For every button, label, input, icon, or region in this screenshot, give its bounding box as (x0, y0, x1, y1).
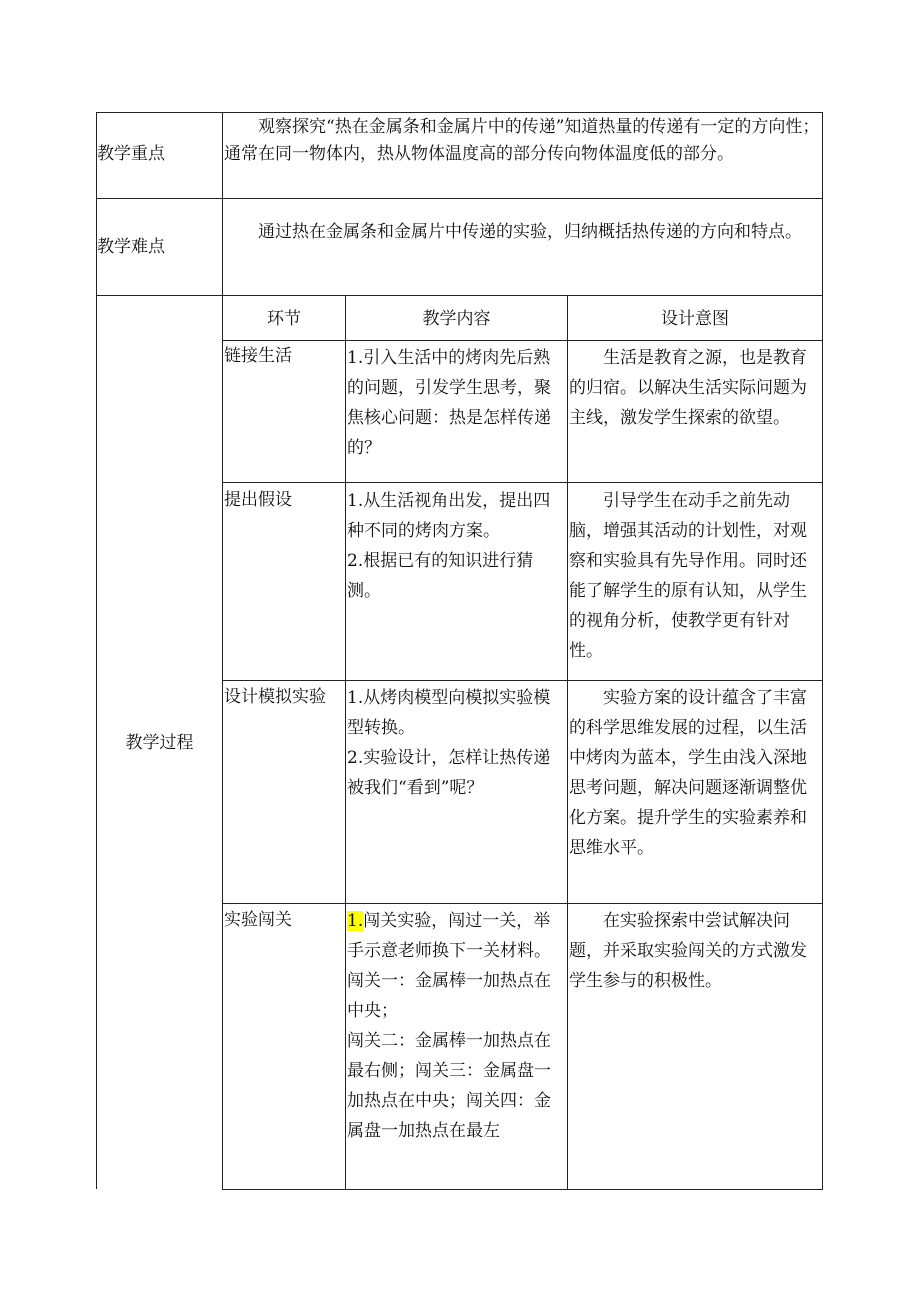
difficult-points-content (224, 213, 821, 251)
header-content-text: 教学内容 (422, 309, 491, 329)
row-4-stage-text: 实验闯关 (224, 910, 292, 930)
row-2-content-line-1: 1.从生活视角出发，提出四种不同的烤肉方案。 (347, 491, 551, 541)
rule-right-outer (822, 112, 823, 1190)
row-2-content-line-2: 2.根据已有的知识进行猜测。 (347, 551, 534, 601)
key-points-label-text: 教学重点 (97, 144, 165, 164)
rule-after-key-points (96, 198, 823, 199)
header-content (346, 305, 567, 333)
row-2-stage (224, 486, 344, 514)
rule-label-divider (222, 112, 223, 1190)
difficult-points-label (97, 233, 222, 261)
rule-after-header (222, 340, 823, 341)
highlight-marker: 1. (347, 911, 364, 931)
row-3-stage-text: 设计模拟实验 (224, 687, 326, 707)
rule-after-row-2 (222, 680, 823, 681)
row-3-intent (569, 683, 821, 863)
row-2-intent-text: 引导学生在动手之前先动脑，增强其活动的计划性，对观察和实验具有先导作用。同时还能了解学生的原有认知，从学生的视角分析，使教学更有针对性。 (569, 491, 807, 661)
row-4-content-line-3: 闯关二：金属棒一加热点在最右侧；闯关三：金属盘一加热点在中央；闯关四：金属盘一加热点在最左 (347, 1031, 551, 1141)
row-1-stage-text: 链接生活 (224, 346, 292, 366)
row-4-content (347, 906, 566, 1146)
row-4-content-line-2: 闯关一：金属棒一加热点在中央； (347, 971, 551, 1021)
row-2-intent (569, 486, 821, 666)
row-2-content (347, 486, 566, 606)
row-4-intent-text: 在实验探索中尝试解决问题，并采取实验闯关的方式激发学生参与的积极性。 (569, 911, 807, 991)
difficult-points-label-text: 教学难点 (97, 237, 165, 257)
header-intent (568, 305, 822, 333)
row-3-stage (224, 683, 346, 711)
row-4-intent (569, 906, 821, 996)
difficult-points-text: 通过热在金属条和金属片中传递的实验，归纳概括热传递的方向和特点。 (258, 222, 802, 242)
row-1-intent-text: 生活是教育之源，也是教育的归宿。以解决生活实际问题为主线，激发学生探索的欲望。 (569, 348, 807, 428)
row-1-stage (224, 342, 344, 370)
key-points-text: 观察探究“热在金属条和金属片中的传递”知道热量的传递有一定的方向性；通常在同一物体内，热从物体温度高的部分传向物体温度低的部分。 (224, 117, 820, 164)
row-1-content (347, 343, 566, 463)
header-stage (223, 305, 345, 333)
process-label-text: 教学过程 (125, 733, 194, 753)
process-label (97, 729, 222, 757)
header-intent-text: 设计意图 (661, 309, 729, 329)
rule-top (96, 112, 823, 113)
row-3-intent-text: 实验方案的设计蕴含了丰富的科学思维发展的过程，以生活中烤肉为蓝本，学生由浅入深地思考问题，解决问题逐渐调整优化方案。提升学生的实验素养和思维水平。 (569, 688, 807, 858)
row-3-content-line-2: 2.实验设计，怎样让热传递被我们“看到”呢？ (347, 748, 551, 798)
key-points-label (97, 140, 222, 168)
rule-stage-divider (345, 295, 346, 1190)
row-4-stage (224, 906, 344, 934)
rule-left-outer (96, 112, 97, 1189)
key-points-content (224, 114, 821, 168)
row-3-content-line-1: 1.从烤肉模型向模拟实验模型转换。 (347, 688, 551, 738)
row-3-content (347, 683, 566, 803)
rule-after-row-1 (222, 482, 823, 483)
rule-after-row-3 (222, 903, 823, 904)
rule-after-difficult-points (96, 295, 823, 296)
row-1-intent (569, 343, 821, 433)
rule-bottom-process (222, 1189, 823, 1190)
row-1-content-line-1: 1.引入生活中的烤肉先后熟的问题，引发学生思考，聚焦核心问题：热是怎样传递的？ (347, 348, 551, 458)
row-2-stage-text: 提出假设 (224, 490, 292, 510)
header-stage-text: 环节 (267, 309, 301, 329)
row-4-content-line-1 (347, 906, 566, 966)
row-4-content-first: 闯关实验，闯过一关，举手示意老师换下一关材料。 (347, 911, 551, 961)
rule-content-divider (567, 295, 568, 1190)
